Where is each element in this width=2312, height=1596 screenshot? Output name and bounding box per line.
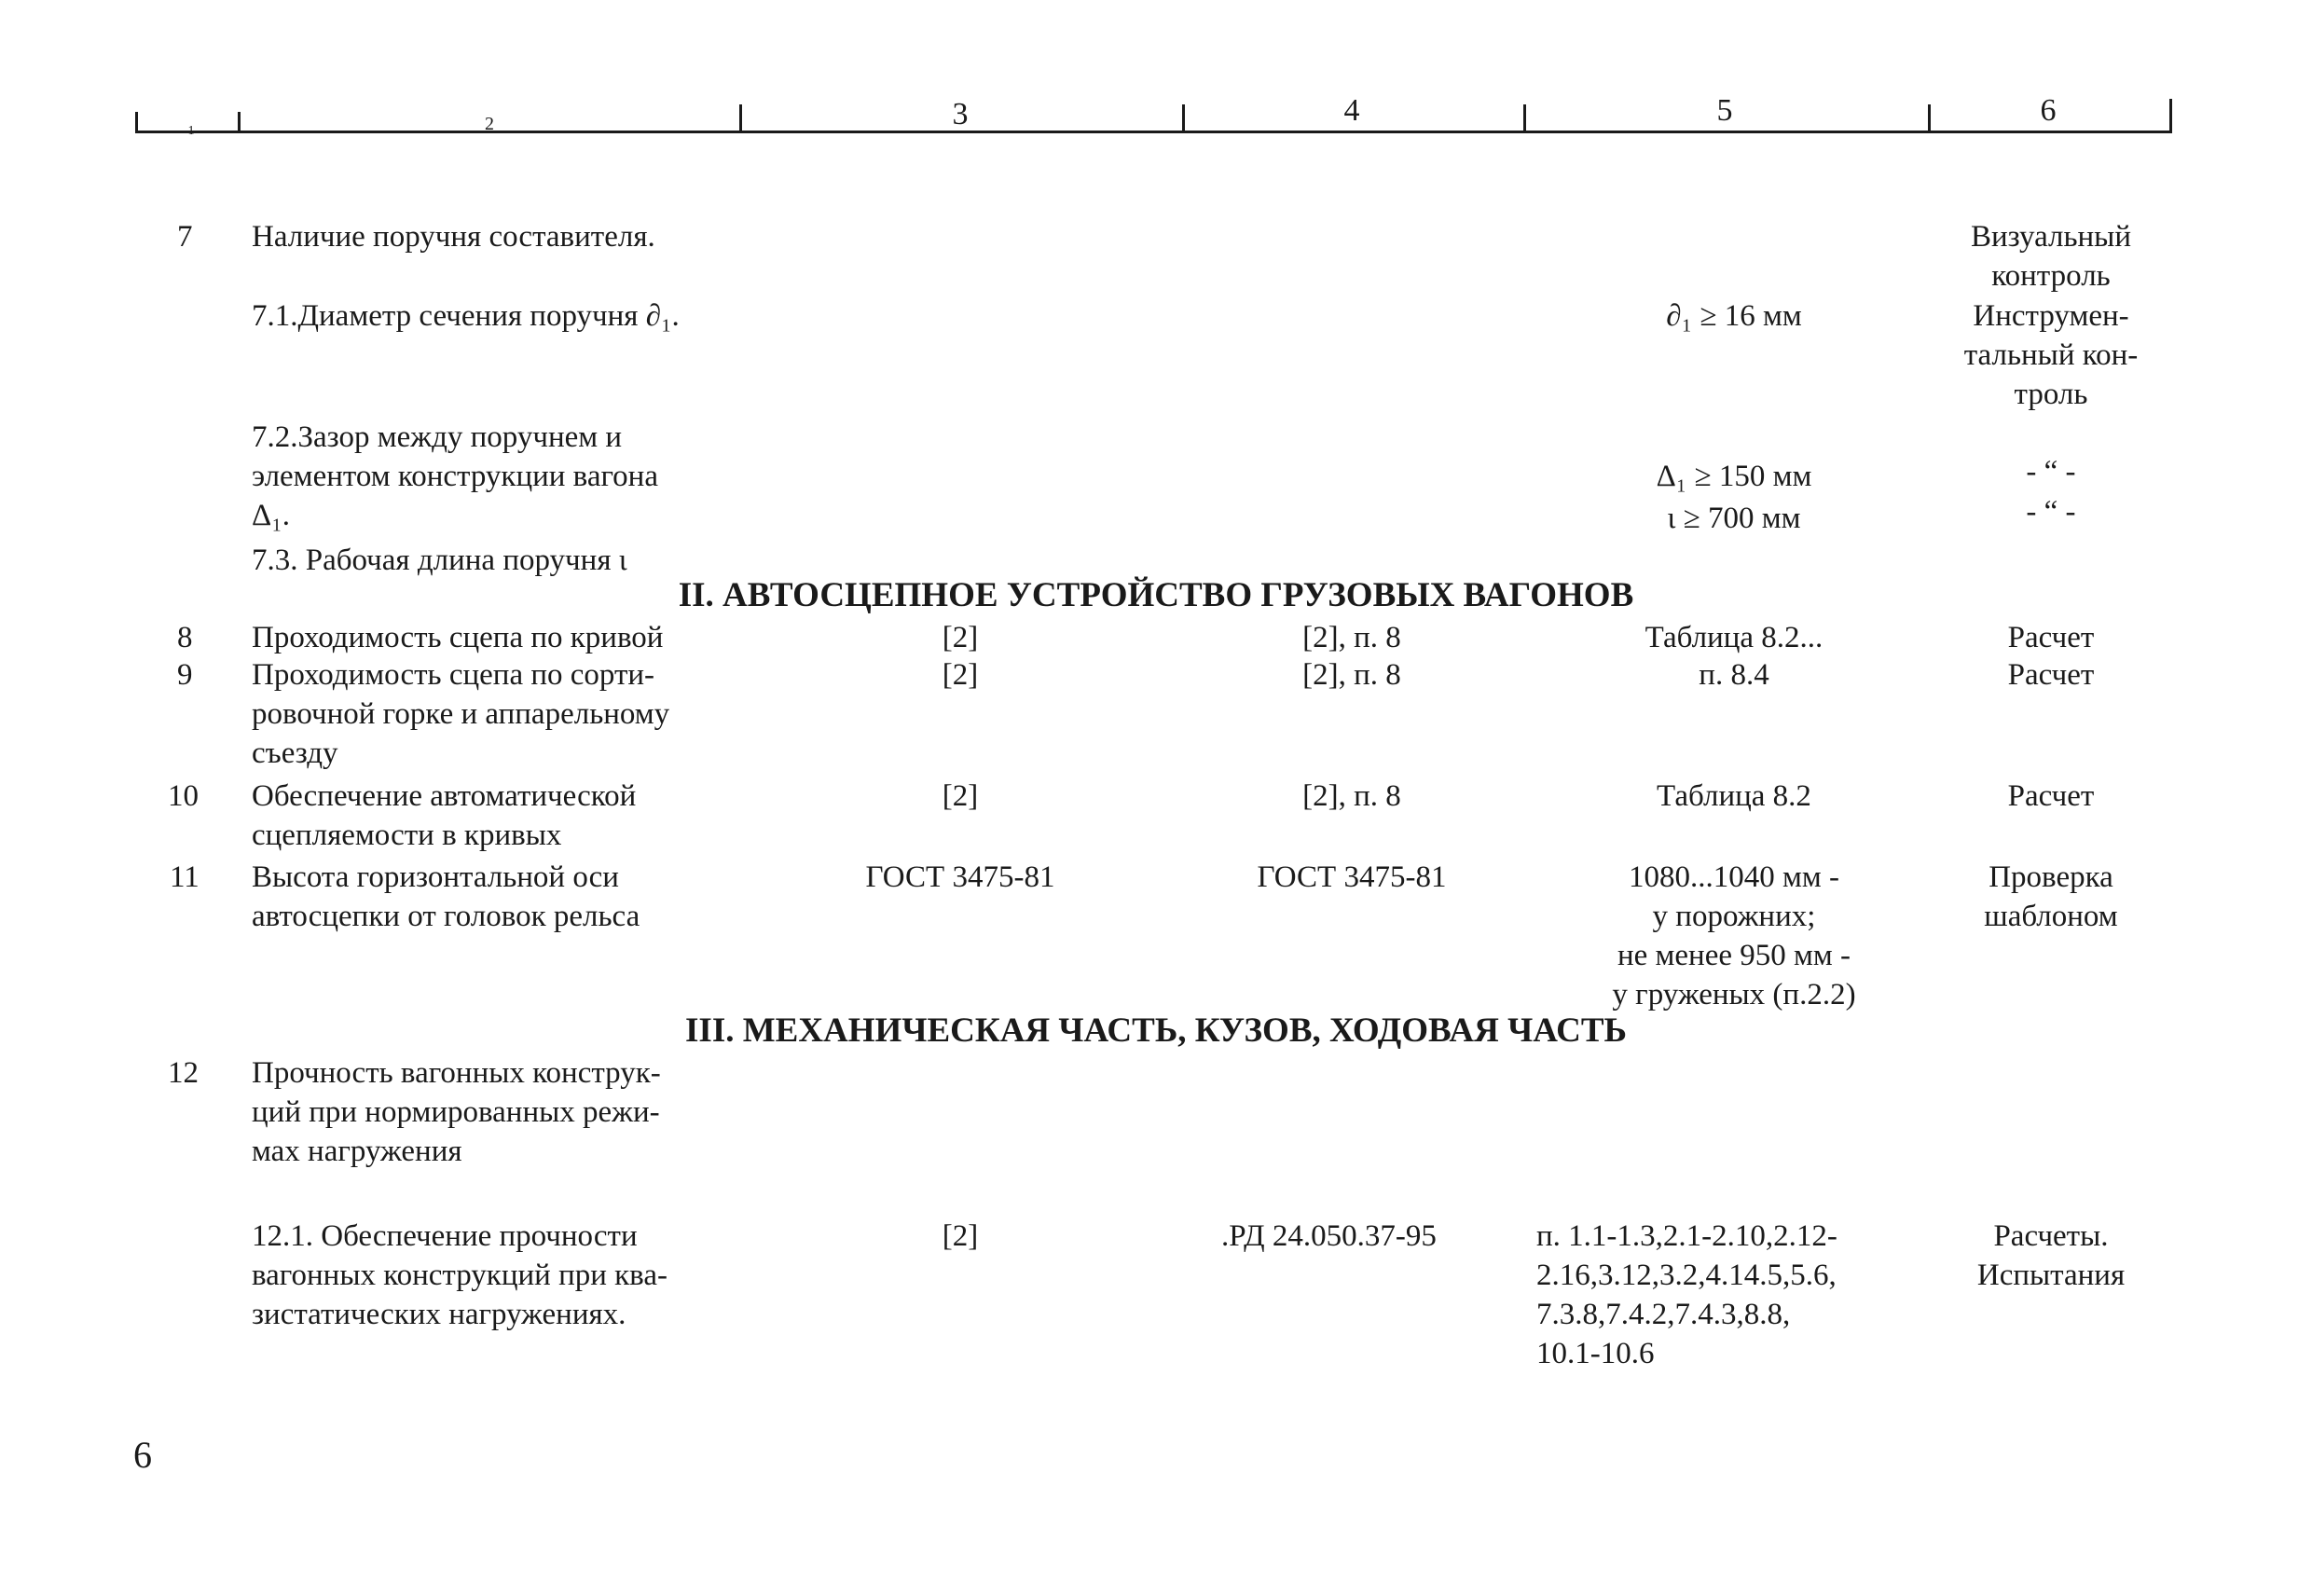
header-col-5: 5 [1716,93,1733,128]
text-line: вагонных конструкций при ква- [252,1259,667,1292]
row-col-4: [2], п. 8 [1302,621,1401,654]
header-tick [739,104,742,132]
text-line: ровочной горке и аппарельному [252,697,670,731]
row-title: Наличие поручня составителя. [252,220,655,254]
header-tick [1182,104,1185,132]
section-title-ii: II. АВТОСЦЕПНОЕ УСТРОЙСТВО ГРУЗОВЫХ ВАГОНОВ [678,576,1634,614]
row-col-4: [2], п. 8 [1302,658,1401,692]
subrow-7-1-method [1911,296,2191,414]
method-line: Визуальный [1970,220,2132,254]
section-title-iii: III. МЕХАНИЧЕСКАЯ ЧАСТЬ, КУЗОВ, ХОДОВАЯ ЧАСТЬ [685,1011,1627,1050]
text-line: автосцепки от головок рельса [252,900,640,933]
row-method [1911,217,2191,296]
text-line: Обеспечение автоматической [252,779,637,813]
text-line: съезду [252,736,338,770]
row-number: 10 [168,779,199,813]
text-line: Проверка [1989,860,2113,894]
row-title [252,1053,661,1171]
header-col-2: 2 [485,114,494,134]
text-line: у груженых (п.2.2) [1612,978,1856,1011]
method-line: троль [2014,378,2088,411]
text-line: зистатических нагружениях. [252,1298,626,1331]
row-number: 12 [168,1056,199,1090]
page-number: 6 [133,1434,152,1476]
row-col-3: [2] [942,658,979,692]
text-line: Прочность вагонных конструк- [252,1056,661,1090]
row-col-3: [2] [942,1219,979,1253]
row-title [252,655,669,773]
text-line: 2.16,3.12,3.2,4.14.5,5.6, [1536,1259,1837,1292]
text-line: Расчеты. [1993,1219,2109,1253]
text-line: сцепляемости в кривых [252,819,562,852]
text-line: у порожних; [1652,900,1816,933]
row-col-5: Таблица 8.2 [1657,779,1811,813]
method-line: Инструмен- [1973,299,2129,333]
row-col-3: [2] [942,621,979,654]
row-col-5 [1557,858,1911,1014]
text-line: п. 1.1-1.3,2.1-2.10,2.12- [1536,1219,1837,1253]
subrow-7-3-value: ι ≥ 700 мм [1667,502,1801,535]
header-col-6: 6 [2040,93,2057,128]
text-line: 7.2.Зазор между поручнем и [252,420,623,454]
row-title [252,858,640,936]
subrow-7-3-method: - “ - [2026,495,2076,529]
row-title: Проходимость сцепа по кривой [252,621,664,654]
row-col-4: [2], п. 8 [1302,779,1401,813]
row-number: 9 [177,658,193,692]
row-col-6: Расчет [2007,658,2095,692]
subrow-7-1-text: 7.1.Диаметр сечения поручня ∂₁. [252,299,680,333]
text-line: 7.3.8,7.4.2,7.4.3,8.8, [1536,1298,1791,1331]
row-col-6 [1911,1217,2191,1295]
row-col-6: Расчет [2007,621,2095,654]
row-number: 7 [177,220,193,254]
text-line: 10.1-10.6 [1536,1337,1655,1370]
subrow-7-2-text [252,418,658,535]
row-col-4: ГОСТ 3475-81 [1257,860,1447,894]
row-col-5: п. 8.4 [1699,658,1769,692]
subrow-12-1-text [252,1217,667,1334]
row-col-5: Таблица 8.2... [1645,621,1823,654]
text-line: 1080...1040 мм - [1628,860,1839,894]
text-line: 12.1. Обеспечение прочности [252,1219,638,1253]
text-line: ций при нормированных режи- [252,1095,660,1129]
row-number: 11 [170,860,200,894]
method-line: тальный кон- [1963,338,2139,372]
header-col-3: 3 [952,97,969,131]
text-line: Проходимость сцепа по сорти- [252,658,655,692]
row-title [252,777,636,855]
subrow-7-3-text: 7.3. Рабочая длина поручня ι [252,543,627,577]
header-col-4: 4 [1343,93,1360,128]
subrow-7-2-value: Δ₁ ≥ 150 мм [1656,460,1812,493]
text-line: Высота горизонтальной оси [252,860,619,894]
text-line: Δ₁. [252,499,290,532]
method-line: контроль [1991,259,2111,293]
row-col-4: .РД 24.050.37-95 [1221,1219,1437,1253]
text-line: мах нагружения [252,1135,462,1168]
subrow-7-1-value: ∂₁ ≥ 16 мм [1666,299,1802,333]
text-line: шаблоном [1984,900,2118,933]
row-number: 8 [177,621,193,654]
text-line: Испытания [1976,1259,2126,1292]
subrow-7-2-method: - “ - [2026,455,2076,488]
header-tick [135,112,138,132]
header-rule [135,131,2172,133]
row-col-5 [1536,1217,1837,1373]
row-col-3: ГОСТ 3475-81 [865,860,1055,894]
row-col-6: Расчет [2007,779,2095,813]
header-tick [238,112,241,132]
header-tick [1928,104,1931,132]
text-line: не менее 950 мм - [1617,939,1851,972]
text-line: элементом конструкции вагона [252,460,658,493]
header-col-1: 1 [187,124,195,138]
header-tick [2169,99,2172,132]
row-col-3: [2] [942,779,979,813]
row-col-6 [1911,858,2191,936]
header-tick [1523,104,1526,132]
